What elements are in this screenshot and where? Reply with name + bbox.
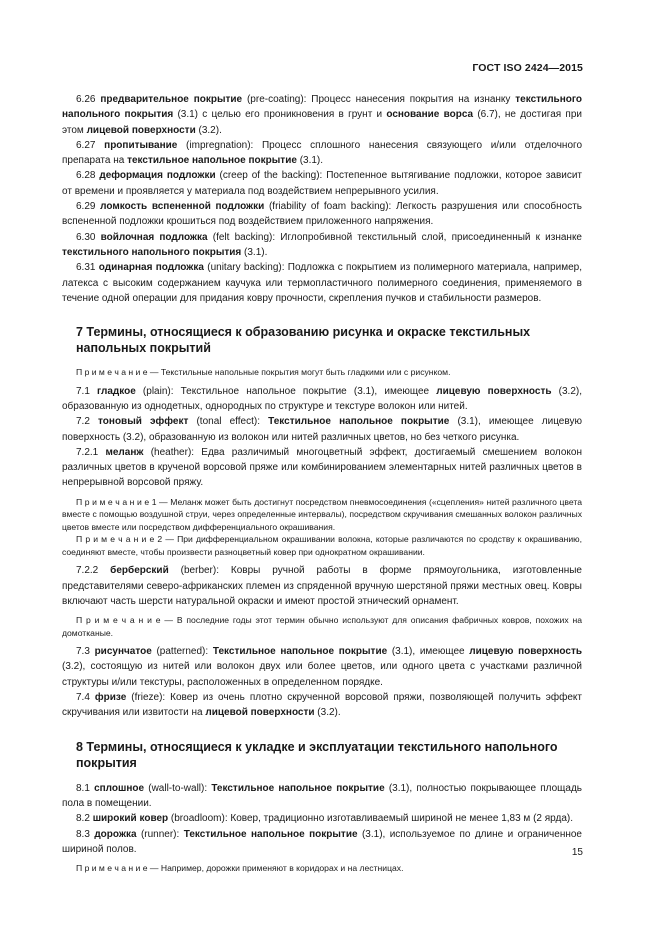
section-7-heading: 7 Термины, относящиеся к образованию рисунка и окраске текстильных напольных покрытий	[76, 325, 531, 356]
term-7-1: 7.1 гладкое (plain): Текстильное напольное покрытие (3.1), имеющее лицевую поверхность (3.2), образованную из однодетных, однородных по структуре и текстуре волокон или нитей.	[62, 385, 582, 412]
note-7-2-1-a: П р и м е ч а н и е 1 — Меланж может быть достигнут посредством пневмосоединения («сцепления» нитей различного цвета вместе с помощью воздушной струи, через определенные интервалы), посредством скручивания смешанных волокон различных цветов вместе или посредством дифференциального окрашивания.	[62, 496, 582, 532]
term-7-2-2: 7.2.2 берберский (berber): Ковры ручной работы в форме прямоугольника, изготовленные представителями северо-африканских племен из спряденной вручную шерстяной пряжи местных овец. Ковры включают часть шерсти натуральной окраски и имеют простой этнический орнамент.	[62, 565, 582, 607]
term-6-31: 6.31 одинарная подложка (unitary backing): Подложка с покрытием из полимерного материала, например, латекса с высоким содержанием каучука или термопластичного полимерного соединения, применяемого в течение одной операции для придания ковру прочности, скрепления пучков и стабильности размеров.	[62, 262, 582, 304]
page-number: 15	[571, 847, 583, 858]
note-7-2-1-b: П р и м е ч а н и е 2 — При дифференциальном окрашивании волокна, которые различаются по сродству к окрашиванию, соединяют вместе, чтобы произвести разноцветный ковер при однократном окрашивании.	[62, 534, 582, 557]
term-7-2-1: 7.2.1 меланж (heather): Едва различимый многоцветный эффект, достигаемый смешением волокон различных цветов в крученой ворсовой пряже или комбинированием элементарных нитей различных цветов в непрерывной ворсовой пряжу.	[62, 446, 582, 489]
term-8-2: 8.2 широкий ковер (broadloom): Ковер, традиционно изготавливаемый шириной не менее 1,83 м (2 ярда).	[76, 813, 574, 825]
term-8-3: 8.3 дорожка (runner): Текстильное напольное покрытие (3.1), используемое по длине и ограниченное шириной полов.	[62, 828, 582, 855]
term-6-27: 6.27 пропитывание (impregnation): Процесс сплошного нанесения связующего и/или отделочного препарата на текстильное напольное покрытие (3.1).	[62, 139, 583, 167]
term-6-28: 6.28 деформация подложки (creep of the backing): Постепенное вытягивание подложки, которое зависит от времени и проявляется у материала под воздействием непрерывного усилия.	[62, 170, 583, 197]
section-8-heading: 8 Термины, относящиеся к укладке и эксплуатации текстильного напольного покрытия	[76, 739, 558, 770]
term-6-30: 6.30 войлочная подложка (felt backing): Иглопробивной текстильный слой, присоединенный к изнанке текстильного напольного покрытия (3.1).	[62, 231, 582, 258]
term-8-1: 8.1 сплошное (wall-to-wall): Текстильное напольное покрытие (3.1), полностью покрывающее площадь пола в помещении.	[62, 782, 582, 809]
document-id: ГОСТ ISO 2424—2015	[472, 62, 583, 74]
section-8-note: П р и м е ч а н и е — Например, дорожки применяют в коридорах и на лестницах.	[76, 863, 404, 874]
term-7-2: 7.2 тоновый эффект (tonal effect): Текстильное напольное покрытие (3.1), имеющее лицевую поверхность (3.2), образованную из волокон или нитей различных цветов, но без четкого рисунка.	[62, 416, 582, 443]
section-7-note: П р и м е ч а н и е — Текстильные напольные покрытия могут быть гладкими или с рисунком.	[76, 367, 451, 378]
page-content	[62, 92, 582, 875]
term-6-29: 6.29 ломкость вспененной подложки (friability of foam backing): Легкость разрушения или способность вспененной подложки крошиться под воздействием приложенного напряжения.	[62, 201, 582, 228]
note-7-2-2: П р и м е ч а н и е — В последние годы этот термин обычно используют для описания фабричных ковров, похожих на домотканые.	[62, 615, 583, 638]
term-7-4: 7.4 фризе (frieze): Ковер из очень плотно скрученной ворсовой пряжи, позволяющей получить эффект скручивания или извитости на лицевой поверхности (3.2).	[62, 692, 582, 719]
term-6-26: 6.26 предварительное покрытие (pre-coating): Процесс нанесения покрытия на изнанку текстильного напольного покрытия (3.1) с целью его проникновения в грунт и основание ворса (6.7), не достигая при этом лицевой поверхности (3.2).	[62, 94, 582, 136]
term-7-3: 7.3 рисунчатое (patterned): Текстильное напольное покрытие (3.1), имеющее лицевую поверхность (3.2), состоящую из нитей или волокон двух или более цветов, или одного цвета с участками различной структуры и/или текстуры, расположенных в определенном порядке.	[62, 646, 583, 688]
